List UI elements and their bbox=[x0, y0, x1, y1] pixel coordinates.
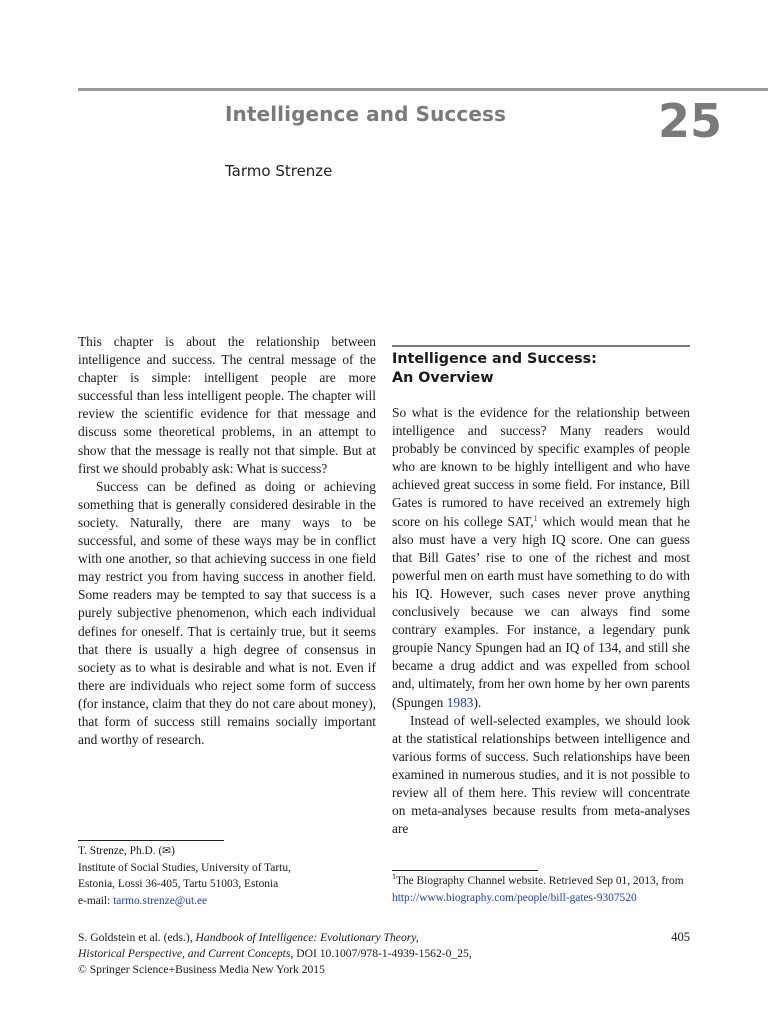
book-citation bbox=[78, 930, 472, 979]
footnote bbox=[392, 873, 690, 906]
intro-paragraph: This chapter is about the relationship between intelligence and success. The central message of the chapter is simple: intelligent people are more successful than less intelligent people. The chapter will review the scientific evidence for that message and discuss some theoretical problems, in an attempt to show that the message is really not that simple. But at first we should probably ask: What is success? bbox=[78, 334, 376, 476]
footnote-url-link[interactable]: http://www.biography.com/people/bill-gates-9307520 bbox=[392, 891, 637, 904]
affiliation-institute: Institute of Social Studies, University of Tartu, bbox=[78, 861, 291, 874]
citation-editors: S. Goldstein et al. (eds.), bbox=[78, 931, 196, 944]
evidence-text-end: ). bbox=[473, 694, 482, 710]
affiliation-name-line bbox=[78, 843, 291, 860]
citation-book-title-2: Historical Perspective, and Current Concepts bbox=[78, 947, 291, 961]
chapter-title: Intelligence and Success bbox=[225, 102, 507, 126]
success-definition-paragraph: Success can be defined as doing or achieving something that is generally considered desirable in the society. Naturally, there are many ways to be successful, and some of these ways may be in conflict with one another, so that achieving success in one field may restrict you from having success in another field. Some readers may be tempted to say that success is a purely subjective phenomenon, which each individual defines for oneself. That is certainly true, but it seems that there is usually a high degree of consensus in society as to what is desirable and what is not. Even if there are individuals who reject some form of success (for instance, claim that they do not care about money), that form of success still remains socially important and worthy of research. bbox=[78, 478, 376, 748]
evidence-text-a: So what is the evidence for the relationship between intelligence and success? Many readers would probably be convinced by specific examples of people who are known to be highly intelligent and who have achieved great success in some field. For instance, Bill Gates is rumored to have received an extremely high score on his college SAT, bbox=[392, 405, 690, 529]
statistics-paragraph: Instead of well-selected examples, we should look at the statistical relationships between intelligence and various forms of success. Such relationships have been examined in numerous studies, and it is not possible to review all of them here. This review will concentrate on meta-analyses because results from meta-analyses are bbox=[392, 712, 690, 837]
evidence-paragraph bbox=[392, 404, 690, 712]
right-column bbox=[392, 404, 690, 838]
footnote-ref-link[interactable]: 1 bbox=[533, 513, 538, 523]
evidence-text-b: which would mean that he also must have a very high IQ score. One can guess that Bill Gates’ rise to one of the richest and most powerful men on earth must have something to do with his IQ. However, such cases never prove anything conclusively because we can always find some contrary examples. For instance, a legendary punk groupie Nancy Spungen had an IQ of 134, and still she became a drug addict and was expelled from school and, ultimately, from her own home by her own parents (Spungen bbox=[392, 513, 690, 710]
affiliation-address: Estonia, Lossi 36-405, Tartu 51003, Estonia bbox=[78, 878, 279, 890]
email-label: e-mail: bbox=[78, 894, 114, 907]
affiliation-name: T. Strenze, Ph.D. ( bbox=[78, 845, 163, 857]
affiliation-name-end: ) bbox=[171, 845, 175, 857]
citation-book-title-1: Handbook of Intelligence: Evolutionary Theory, bbox=[195, 931, 419, 944]
chapter-number: 25 bbox=[657, 94, 722, 148]
page-number: 405 bbox=[671, 930, 690, 944]
top-rule bbox=[78, 88, 768, 91]
citation-line1 bbox=[78, 930, 472, 946]
section-heading-line1: Intelligence and Success: bbox=[392, 351, 597, 367]
email-link[interactable]: tarmo.strenze@ut.ee bbox=[113, 894, 208, 907]
footnote-marker: 1 bbox=[392, 872, 396, 881]
citation-link-spungen[interactable]: 1983 bbox=[446, 694, 474, 710]
section-heading-line2: An Overview bbox=[392, 370, 494, 386]
mail-icon: ✉ bbox=[162, 845, 172, 857]
footnote-rule-right bbox=[392, 870, 538, 871]
footnote-rule-left bbox=[78, 840, 224, 841]
author-name: Tarmo Strenze bbox=[225, 162, 333, 180]
footnote-text: The Biography Channel website. Retrieved Sep 01, 2013, from bbox=[396, 875, 684, 887]
section-heading bbox=[392, 350, 690, 388]
section-rule bbox=[392, 345, 690, 347]
citation-doi: , DOI 10.1007/978-1-4939-1562-0_25, bbox=[290, 947, 472, 961]
citation-copyright: © Springer Science+Business Media New York 2015 bbox=[78, 963, 325, 977]
author-affiliation bbox=[78, 843, 291, 909]
left-column bbox=[78, 333, 376, 749]
affiliation-email-line bbox=[78, 893, 291, 910]
citation-line2 bbox=[78, 946, 472, 962]
